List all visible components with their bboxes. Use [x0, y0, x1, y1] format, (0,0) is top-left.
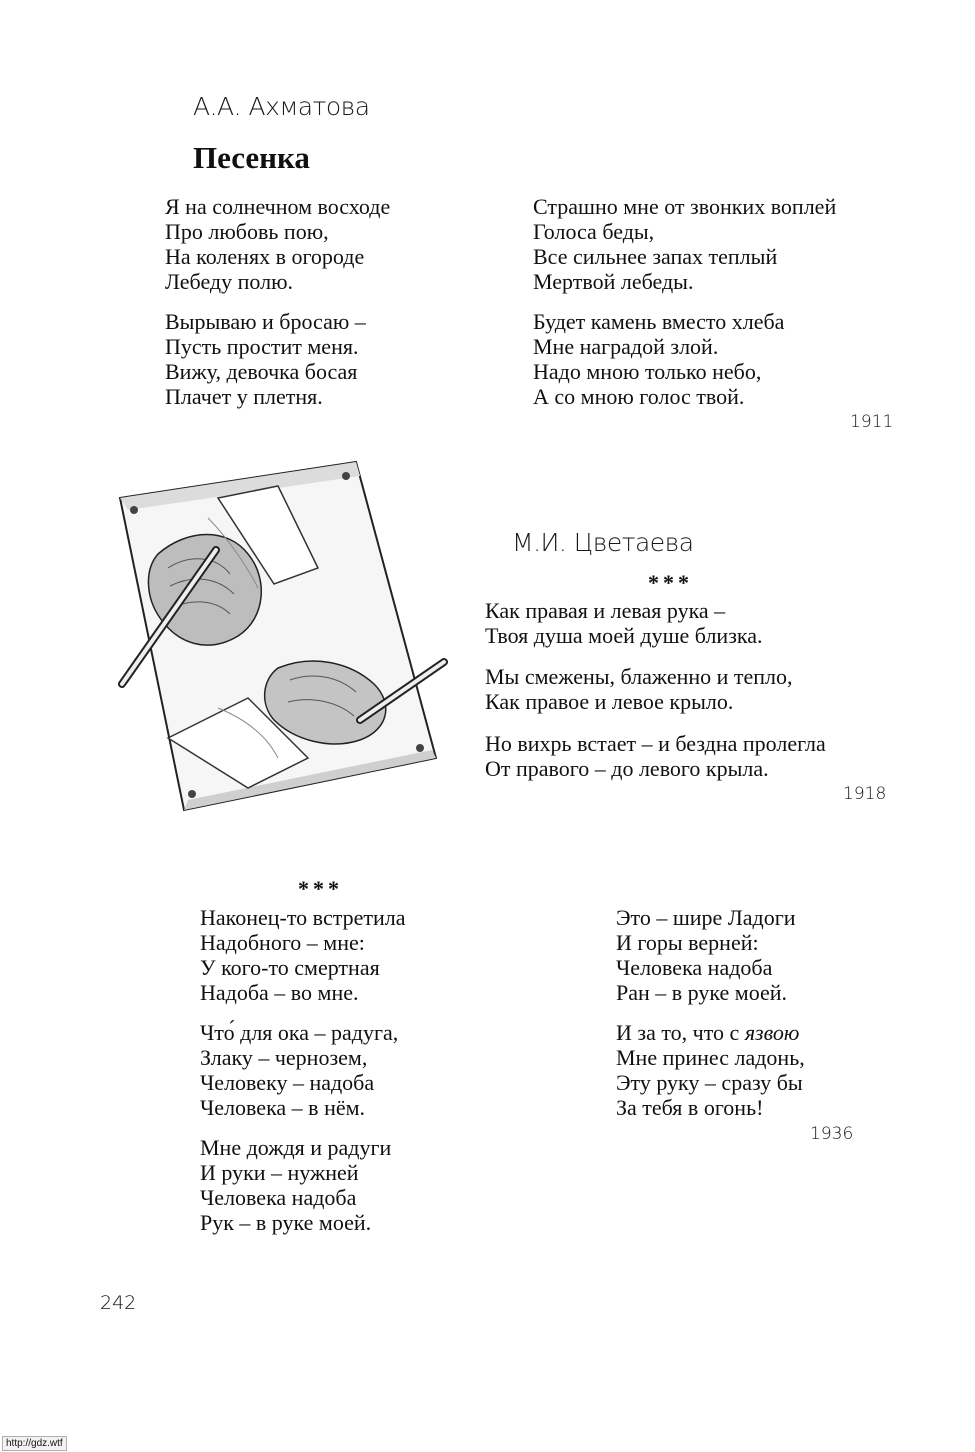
- watermark-link[interactable]: http://gdz.wtf: [2, 1436, 67, 1451]
- poem-line: А со мною голос твой.: [533, 384, 745, 409]
- poem-title: Песенка: [193, 140, 310, 175]
- poem-line: Мне дождя и радуги: [200, 1135, 392, 1160]
- asterism: ***: [648, 570, 693, 595]
- poem-line: Человека – в нём.: [200, 1095, 366, 1120]
- poem-line: Человека надоба: [200, 1185, 357, 1210]
- poem-line: Надоба – во мне.: [200, 980, 359, 1005]
- poem-line: Надо мною только небо,: [533, 359, 762, 384]
- poem-line: Злаку – чернозем,: [200, 1045, 368, 1070]
- poem-line: И руки – нужней: [200, 1160, 359, 1185]
- poem-line: Лебеду полю.: [165, 269, 294, 294]
- poem-line: Про любовь пою,: [165, 219, 329, 244]
- stanza: [485, 598, 763, 648]
- asterism: ***: [298, 876, 343, 901]
- poem-line: Вырываю и бросаю –: [165, 309, 366, 334]
- page-number: 242: [100, 1292, 137, 1314]
- stanza: [533, 194, 836, 294]
- poem-line: Надобного – мне:: [200, 930, 365, 955]
- stanza: [616, 905, 796, 1005]
- poem-line: Вижу, девочка босая: [165, 359, 358, 384]
- poem-line: Мне наградой злой.: [533, 334, 719, 359]
- poem-line: [616, 1020, 805, 1045]
- poem-line: Наконец-то встретила: [200, 905, 406, 930]
- poem-line: Как правое и левое крыло.: [485, 689, 734, 714]
- poem-line: Эту руку – сразу бы: [616, 1070, 803, 1095]
- poem-line: Мы смежены, блаженно и тепло,: [485, 664, 793, 689]
- poem-line: От правого – до левого крыла.: [485, 756, 769, 781]
- stanza: [200, 905, 406, 1005]
- poem-line: Что́ для ока – радуга,: [200, 1020, 399, 1045]
- stanza: [485, 664, 793, 714]
- author-tsvetaeva: М.И. Цветаева: [512, 528, 694, 557]
- italic-word: язвою: [744, 1020, 800, 1045]
- stanza: [165, 194, 390, 294]
- stanza: [165, 309, 366, 409]
- poem-line: Ран – в руке моей.: [616, 980, 788, 1005]
- poem-line: Все сильнее запах теплый: [533, 244, 778, 269]
- poem-line: Но вихрь встает – и бездна пролегла: [485, 731, 826, 756]
- stanza: [616, 1020, 805, 1120]
- stanza: [200, 1020, 398, 1120]
- poem-line: Мне принес ладонь,: [616, 1045, 805, 1070]
- poem-line: И горы верней:: [616, 930, 759, 955]
- poem-year: 1911: [850, 412, 894, 432]
- poem-year: 1936: [810, 1124, 854, 1144]
- poem-line: У кого-то смертная: [200, 955, 380, 980]
- poem-year: 1918: [843, 784, 887, 804]
- poem-line: Я на солнечном восходе: [165, 194, 391, 219]
- poem-line: Плачет у плетня.: [165, 384, 323, 409]
- stanza: [485, 731, 826, 781]
- poem-line: На коленях в огороде: [165, 244, 365, 269]
- poem-line: За тебя в огонь!: [616, 1095, 764, 1120]
- stanza: [200, 1135, 391, 1235]
- poem-line: Человеку – надоба: [200, 1070, 375, 1095]
- poem-line: Это – шире Ладоги: [616, 905, 796, 930]
- poem-line-start: И за то, что с: [616, 1020, 745, 1045]
- poem-line: Твоя душа моей душе близка.: [485, 623, 763, 648]
- poem-line: Рук – в руке моей.: [200, 1210, 372, 1235]
- poem-line: Человека надоба: [616, 955, 773, 980]
- poem-line: Пусть простит меня.: [165, 334, 359, 359]
- poem-line: Страшно мне от звонких воплей: [533, 194, 837, 219]
- poem-line: Мертвой лебеды.: [533, 269, 694, 294]
- stanza: [533, 309, 784, 409]
- drawing-hands-icon: [98, 458, 458, 818]
- poem-line: Будет камень вместо хлеба: [533, 309, 785, 334]
- poem-line: Голоса беды,: [533, 219, 655, 244]
- poem-line: Как правая и левая рука –: [485, 598, 726, 623]
- author-akhmatova: А.А. Ахматова: [193, 92, 370, 121]
